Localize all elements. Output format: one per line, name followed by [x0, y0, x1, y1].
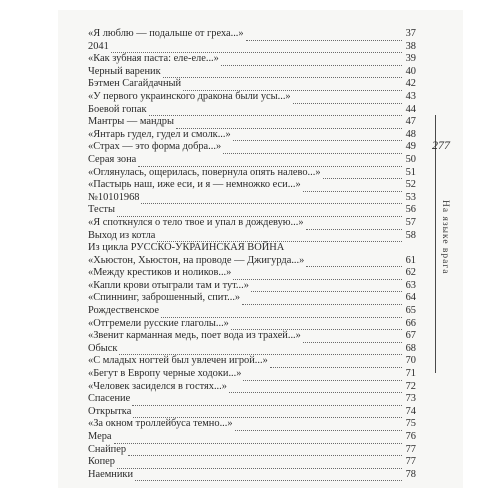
toc-entry-page: 63 [405, 279, 416, 291]
toc-entry [88, 280, 416, 293]
leader-dots [132, 396, 402, 406]
toc-entry-page: 38 [405, 40, 416, 52]
toc-entry [88, 355, 416, 368]
toc-entry-page: 66 [405, 317, 416, 329]
leader-dots [141, 194, 402, 204]
toc-entry-title: «Пастырь наш, иже еси, и я — немножко еси...» [88, 179, 301, 191]
running-head: На языке врага [440, 200, 450, 275]
leader-dots [246, 31, 402, 41]
toc-entry [88, 406, 416, 419]
toc-entry [88, 469, 416, 482]
toc-entry [88, 41, 416, 54]
toc-entry-title: Боевой гопак [88, 103, 147, 115]
leader-dots [117, 459, 402, 469]
toc-entry [88, 431, 416, 444]
toc-entry-page: 61 [405, 254, 416, 266]
toc-entry [88, 292, 416, 305]
leader-dots [111, 43, 402, 53]
toc-entry-title: «С младых ногтей был увлечен игрой...» [88, 355, 268, 367]
toc-entry-title: «Между крестиков и ноликов...» [88, 267, 232, 279]
toc-entry-title: «Человек засиделся в гостях...» [88, 380, 227, 392]
toc-entry-title: Из цикла РУССКО-УКРАИНСКАЯ ВОЙНА [88, 242, 285, 254]
toc-entry-page: 43 [405, 90, 416, 102]
leader-dots [183, 81, 402, 91]
toc-entry [88, 242, 416, 255]
leader-dots [242, 295, 402, 305]
toc-entry-page: 48 [405, 128, 416, 140]
leader-dots [135, 471, 402, 481]
toc-entry [88, 230, 416, 243]
toc-entry-page: 75 [405, 418, 416, 430]
toc-entry-title: Спасение [88, 393, 131, 405]
toc-entry-title: Черный вареник [88, 65, 161, 77]
toc-entry-title: Обыск [88, 342, 118, 354]
toc-entry-title: «Я споткнулся о тело твое и упал в дождевую...» [88, 216, 304, 228]
toc-entry-title: Снайпер [88, 443, 127, 455]
toc-entry-page: 40 [405, 65, 416, 77]
toc-entry-title: Мантры — мандры [88, 116, 174, 128]
leader-dots [233, 131, 402, 141]
toc-entry [88, 368, 416, 381]
toc-entry [88, 129, 416, 142]
toc-entry-page: 57 [405, 216, 416, 228]
toc-entry-page: 65 [405, 305, 416, 317]
toc-entry-title: «Отгремели русские глаголы...» [88, 317, 229, 329]
toc-entry-title: «Бегут в Европу черные ходоки...» [88, 368, 242, 380]
toc-entry [88, 267, 416, 280]
table-of-contents [88, 28, 416, 481]
toc-entry [88, 53, 416, 66]
toc-entry [88, 78, 416, 91]
toc-entry [88, 104, 416, 117]
toc-entry-title: Тесты [88, 204, 115, 216]
leader-dots [235, 421, 402, 431]
toc-entry-title: Открытка [88, 405, 132, 417]
toc-entry-title: Бэтмен Сагайдачный [88, 78, 182, 90]
toc-entry-title: «Звенит карманная медь, поет вода из трахей...» [88, 330, 301, 342]
toc-entry-title: №10101968 [88, 191, 140, 203]
toc-entry-title: Копер [88, 456, 115, 468]
toc-entry-title: 2041 [88, 40, 109, 52]
toc-entry [88, 66, 416, 79]
toc-entry-page: 44 [405, 103, 416, 115]
toc-entry-title: «У первого украинского дракона были усы...» [88, 90, 291, 102]
toc-entry [88, 154, 416, 167]
leader-dots [221, 56, 402, 66]
leader-dots [233, 270, 402, 280]
toc-entry-page: 73 [405, 393, 416, 405]
toc-entry-title: «Хьюстон, Хьюстон, на проводе — Джигурда...» [88, 254, 305, 266]
toc-entry [88, 418, 416, 431]
leader-dots [270, 358, 402, 368]
toc-entry-page: 42 [405, 78, 416, 90]
toc-entry [88, 192, 416, 205]
leader-dots [306, 220, 402, 230]
leader-dots [231, 320, 402, 330]
toc-entry [88, 141, 416, 154]
toc-entry [88, 167, 416, 180]
toc-entry-title: «Как зубная паста: еле-еле...» [88, 53, 219, 65]
toc-entry-page: 77 [405, 443, 416, 455]
toc-entry-page: 37 [405, 28, 416, 39]
toc-entry-title: «Капли крови отыграли там и тут...» [88, 279, 249, 291]
toc-entry [88, 255, 416, 268]
toc-entry-title: Серая зона [88, 153, 137, 165]
toc-entry [88, 318, 416, 331]
toc-entry [88, 305, 416, 318]
leader-dots [229, 383, 402, 393]
toc-entry-page: 74 [405, 405, 416, 417]
toc-entry-page: 68 [405, 342, 416, 354]
toc-entry [88, 91, 416, 104]
leader-dots [114, 434, 402, 444]
toc-entry-page: 76 [405, 431, 416, 442]
leader-dots [303, 182, 402, 192]
toc-entry [88, 343, 416, 356]
toc-entry [88, 204, 416, 217]
toc-entry-page: 78 [405, 468, 416, 480]
toc-entry-page: 58 [405, 229, 416, 241]
toc-entry-title: «Спиннинг, заброшенный, спит...» [88, 292, 241, 304]
leader-dots [138, 157, 402, 167]
toc-entry-page: 39 [405, 53, 416, 65]
toc-entry [88, 217, 416, 230]
leader-dots [251, 282, 402, 292]
leader-dots [303, 333, 402, 343]
leader-dots [243, 371, 402, 381]
toc-entry [88, 444, 416, 457]
toc-entry-title: «Страх — это форма добра...» [88, 141, 222, 153]
toc-entry-title: «За окном троллейбуса темно...» [88, 418, 233, 430]
toc-entry-page: 70 [405, 355, 416, 367]
leader-dots [293, 94, 402, 104]
toc-entry-page: 72 [405, 380, 416, 392]
toc-entry-title: «Я люблю — подальше от греха...» [88, 28, 244, 39]
toc-entry [88, 381, 416, 394]
toc-entry-page: 71 [405, 368, 416, 380]
toc-entry [88, 179, 416, 192]
toc-entry-page: 53 [405, 191, 416, 203]
toc-entry-title: Рождественское [88, 305, 160, 317]
toc-entry-page: 47 [405, 116, 416, 128]
toc-entry [88, 456, 416, 469]
toc-entry [88, 28, 416, 41]
leader-dots [323, 169, 402, 179]
margin-rule [435, 115, 436, 373]
toc-entry-page: 62 [405, 267, 416, 279]
toc-entry-page: 64 [405, 292, 416, 304]
toc-entry-page: 56 [405, 204, 416, 216]
leader-dots [117, 207, 402, 217]
leader-dots [163, 68, 402, 78]
toc-entry-title: «Янтарь гудел, гудел и смолк...» [88, 128, 231, 140]
toc-entry-title: Мера [88, 431, 112, 442]
toc-entry [88, 116, 416, 129]
leader-dots [128, 446, 402, 456]
leader-dots [133, 408, 402, 418]
leader-dots [157, 232, 402, 242]
toc-entry-page: 51 [405, 166, 416, 178]
page-folio: 277 [432, 138, 450, 152]
toc-entry-title: Выход из котла [88, 229, 156, 241]
toc-entry [88, 330, 416, 343]
toc-entry-page: 77 [405, 456, 416, 468]
leader-dots [223, 144, 402, 154]
toc-entry [88, 393, 416, 406]
toc-entry-page: 49 [405, 141, 416, 153]
leader-dots [149, 106, 402, 116]
toc-entry-page: 67 [405, 330, 416, 342]
leader-dots [161, 308, 402, 318]
toc-entry-title: Наемники [88, 468, 134, 480]
book-page [58, 10, 463, 488]
leader-dots [119, 345, 402, 355]
toc-entry-page: 52 [405, 179, 416, 191]
leader-dots [176, 119, 402, 129]
leader-dots [306, 257, 402, 267]
toc-entry-title: «Оглянулась, ощерилась, повернула опять налево...» [88, 166, 321, 178]
toc-entry-page: 50 [405, 153, 416, 165]
